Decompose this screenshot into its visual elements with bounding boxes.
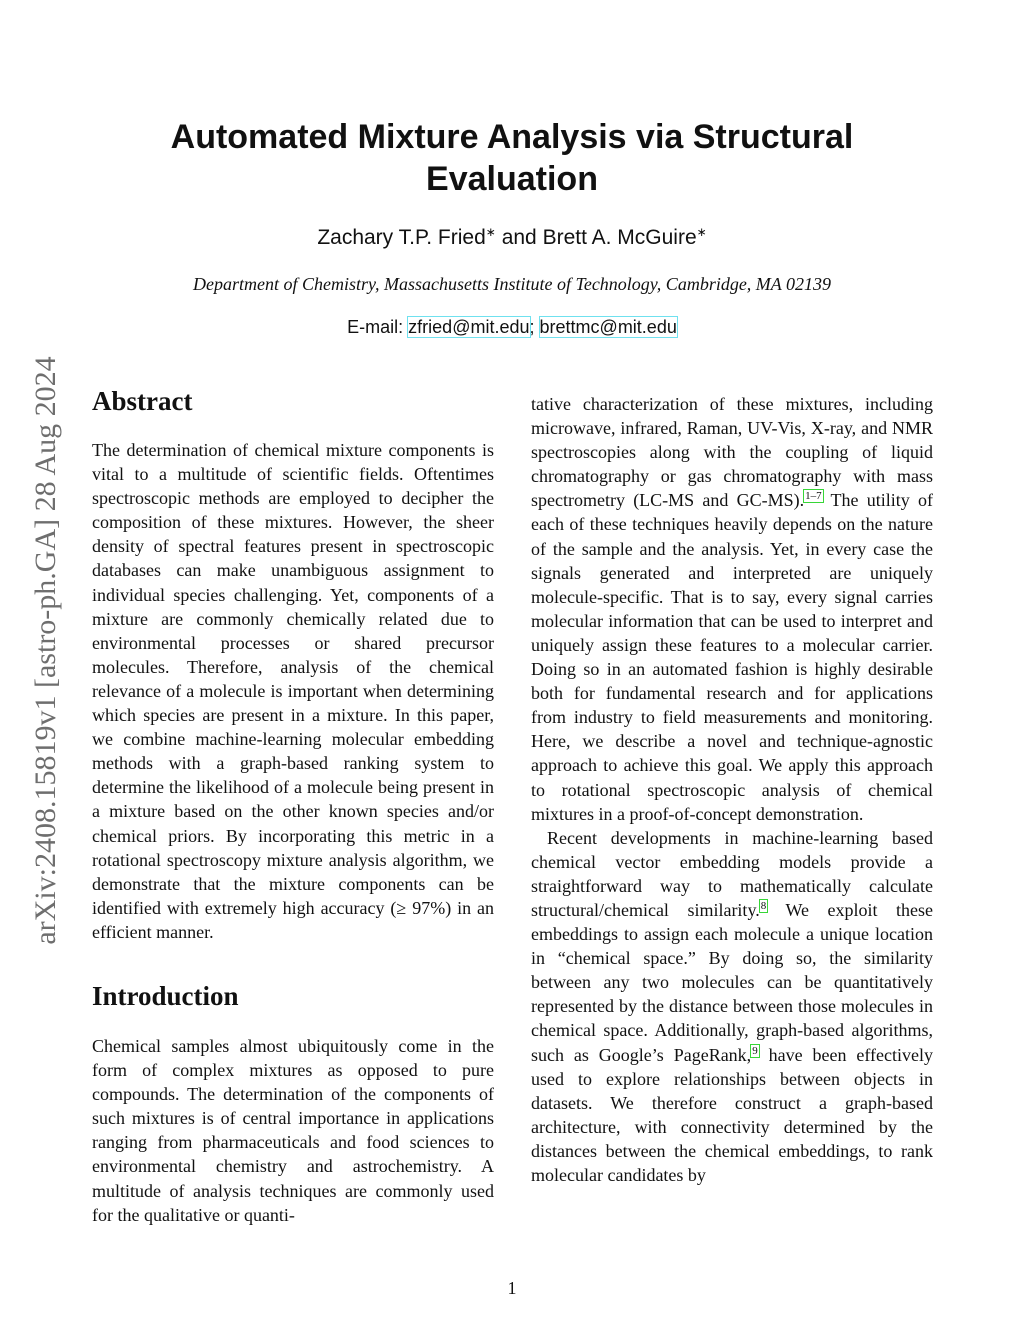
author-name: Brett A. McGuire — [542, 226, 697, 249]
arxiv-identifier: arXiv:2408.15819v1 [astro-ph.GA] 28 Aug 2024 — [29, 356, 62, 945]
introduction-paragraph: Chemical samples almost ubiquitously come in the form of complex mixtures as opposed to pure compounds. The determination of the components of such mixtures is of central importance in applications ranging from pharmaceuticals and food sciences to environmental chemistry and astrochemistry. A multitude of analysis techniques are commonly used for the qualitative or quanti- — [92, 1035, 494, 1225]
text-span: Recent developments in machine-learning based chemical vector embedding models provide a straightforward way to mathematically calculate structural/chemical similarity. — [531, 827, 933, 920]
introduction-paragraph-2 — [531, 826, 933, 1187]
email-label: E-mail: — [347, 317, 404, 337]
citation-link[interactable]: 9 — [752, 1044, 758, 1057]
page-number: 1 — [507, 1278, 517, 1298]
affiliation: Department of Chemistry, Massachusetts Institute of Technology, Cambridge, MA 02139 — [193, 274, 831, 294]
left-column — [92, 384, 494, 1227]
citation-link[interactable]: 1–7 — [805, 490, 822, 503]
text-span: tative characterization of these mixtures, including microwave, infrared, Raman, UV-Vis, X-ray, and NMR spectroscopies along with the coupling of liquid chromatography or gas chromatography with mass spectrometry (LC-MS and GC-MS). — [531, 394, 933, 511]
text-span: have been effectively used to explore relationships between objects in datasets. We therefore construct a graph-based architecture, with connectivity determined by the distances between the chemical embeddings, to rank molecular candidates by — [531, 1044, 933, 1185]
text-span: We exploit these embeddings to assign each molecule a unique location in “chemical space.” By doing so, the similarity between any two molecules can be quantitatively represented by the distance between those molecules in chemical space. Additionally, graph-based algorithms, such as Google’s PageRank, — [531, 899, 933, 1065]
introduction-heading: Introduction — [92, 980, 239, 1011]
right-column — [531, 392, 933, 1187]
abstract-heading: Abstract — [92, 386, 193, 416]
email-separator: ; — [529, 317, 535, 337]
paper-title: Automated Mixture Analysis via Structural Evaluation — [170, 118, 854, 198]
abstract-text: The determination of chemical mixture components is vital to a multitude of scientific fields. Oftentimes spectroscopic methods are employed to decipher the composition of these mixtures. However, the sheer density of spectral features present in spectroscopic databases can make unambiguous assignment to individual species challenging. Yet, components of a mixture are commonly chemically related due to environmental processes or shared precursor molecules. Therefore, analysis of the chemical relevance of a molecule is important when determining which species are present in a mixture. In this paper, we combine machine-learning molecular embedding methods with a graph-based ranking system to determine the likelihood of a molecule being present in a mixture based on the other known species and/or chemical priors. By incorporating this metric in a rotational spectroscopy mixture analysis algorithm, we demonstrate that the mixture components can be identified with extremely high accuracy (≥ 97%) in an efficient manner. — [92, 440, 494, 942]
text-span: The utility of each of these techniques heavily depends on the nature of the sample and the analysis. Yet, in every case the signals generated and interpreted are uniquely molecule-specific. That is to say, every signal carries molecular information that can be used to interpret and uniquely assign these features to a molecular carrier. Doing so in an automated fashion is highly desirable both for fundamental research and for applications from industry to field measurements and monitoring. Here, we describe a novel and technique-agnostic approach to achieve this goal. We apply this approach to rotational spectroscopic analysis of chemical mixtures in a proof-of-concept demonstration. — [531, 490, 933, 824]
author-line — [120, 225, 904, 250]
email-link-mcguire[interactable]: brettmc@mit.edu — [539, 317, 677, 337]
introduction-paragraph-continued — [531, 392, 933, 826]
citation-link[interactable]: 8 — [760, 899, 767, 912]
author-name: Zachary T.P. Fried — [317, 226, 486, 249]
email-line — [120, 317, 904, 338]
author-separator: and — [501, 226, 537, 249]
email-link-fried[interactable]: zfried@mit.edu — [408, 317, 530, 337]
corresponding-mark: ∗ — [485, 225, 496, 239]
corresponding-mark: ∗ — [696, 225, 707, 239]
